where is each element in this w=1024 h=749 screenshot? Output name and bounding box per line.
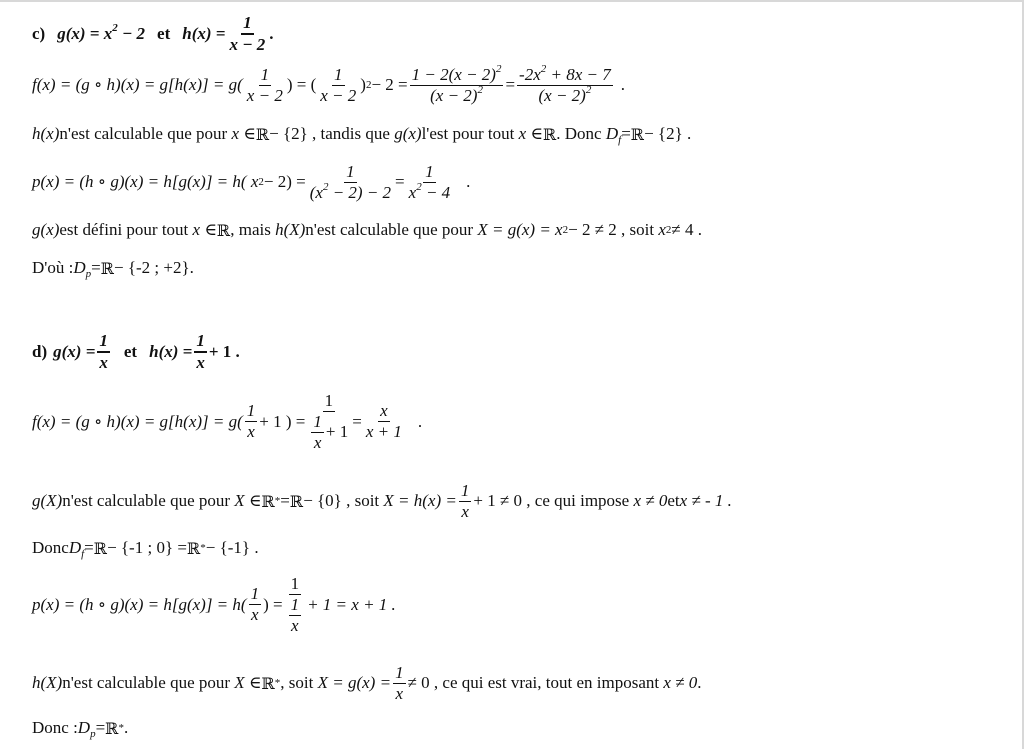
d-p-inner-fraction: $\frac{1}{x}$ bbox=[250, 584, 260, 625]
c-f-mid: ) = ( bbox=[286, 75, 317, 95]
d-p-composition-line: p(x) = (h ∘ g)(x) = h[g(x)] = h( $\frac{1}{x}$ ) = $\frac{1}{\frac{1}{x}}$ + 1 = x + 1 . bbox=[32, 574, 396, 635]
c-f-inner-fraction: $\frac{1}{x - 2}$ bbox=[246, 65, 283, 105]
c-f-mid-fraction: $\frac{1}{x - 2}$ bbox=[320, 65, 357, 105]
c-f-result-fraction: $\frac{-2x^2 + 8x - 7}{(x - 2)^2}$ bbox=[519, 63, 611, 105]
c-p-fraction-1: $\frac{1}{(x^2 - 2) - 2}$ bbox=[309, 162, 392, 202]
d-domain-f-line: g(X) n'est calculable que pour X ∈ ℝ * = ℝ − {0} , soit X = h(x) = $\frac{1}{x}$ + 1 ≠ 0 , ce qui impose x ≠ 0 et x ≠ - 1 . bbox=[32, 481, 732, 521]
d-g-fraction: $\frac{1}{x}$ bbox=[99, 331, 108, 372]
d-domain-Dp: $D_p$ bbox=[77, 718, 96, 740]
reals-symbol: ℝ bbox=[93, 538, 108, 558]
reals-symbol: ℝ bbox=[261, 673, 275, 693]
c-p-composition-line: p(x) = (h ∘ g)(x) = h[g(x)] = h( x 2 − 2) = $\frac{1}{(x^2 - 2) - 2}$ = $\frac{1}{x^2 - 4}$ . bbox=[32, 162, 471, 202]
c-p-fraction-2: $\frac{1}{x^2 - 4}$ bbox=[408, 162, 451, 202]
c-g-definition: $g(x) = x^2 - 2$ bbox=[57, 21, 146, 43]
top-border bbox=[0, 0, 1024, 2]
reals-symbol: ℝ bbox=[105, 718, 119, 738]
c-f-lhs: f(x) = (g ∘ h)(x) = g[h(x)] = g( bbox=[32, 75, 243, 95]
c-domain-Df: $D_f$ bbox=[605, 124, 622, 146]
c-f-expanded-fraction: $\frac{1 - 2(x - 2)^2}{(x - 2)^2}$ bbox=[411, 63, 502, 105]
d-domain-p-result: Donc : $D_p$ = ℝ * . bbox=[32, 718, 129, 740]
reals-symbol: ℝ bbox=[100, 258, 114, 278]
c-domain-f-line: h(x) n'est calculable que pour x ∈ ℝ − {2} , tandis que g(x) l'est pour tout x ∈ ℝ . Donc $D_f$ = ℝ − {2} . bbox=[32, 124, 692, 146]
c-f-end: . bbox=[620, 75, 626, 95]
c-header-dot: . bbox=[269, 23, 274, 43]
d-domain-p-line: h(X) n'est calculable que pour X ∈ ℝ * , soit X = g(x) = $\frac{1}{x}$ ≠ 0 , ce qui est vrai, tout en imposant x ≠ 0 . bbox=[32, 663, 702, 703]
c-h-fraction: $\frac{1}{x - 2}$ bbox=[229, 13, 266, 54]
reals-symbol: ℝ bbox=[255, 124, 270, 144]
reals-symbol: ℝ bbox=[261, 491, 275, 511]
d-f-inner-fraction: $\frac{1}{x}$ bbox=[246, 401, 256, 442]
c-f-after: ) bbox=[360, 75, 366, 95]
c-domain-p-result: D'où : $D_p$ = ℝ − {-2 ; +2}. bbox=[32, 258, 194, 280]
section-c-label: c) bbox=[32, 23, 46, 43]
c-domain-p-line: g(x) est défini pour tout x ∈ ℝ , mais h(X) n'est calculable que pour X = g(x) = x 2 − 2 ≠ 2 , soit x 2 ≠ 4 . bbox=[32, 220, 702, 240]
d-domain-Df: $D_f$ bbox=[68, 538, 85, 560]
d-h-fraction: $\frac{1}{x}$ bbox=[196, 331, 205, 372]
d-f-composition-line: f(x) = (g ∘ h)(x) = g[h(x)] = g( $\frac{1}{x}$ + 1 ) = 1 $\frac{1}{x}$ + 1 = $\frac{x}{x + 1}$ . bbox=[32, 391, 423, 452]
c-h-lhs: h(x) = bbox=[182, 23, 226, 43]
d-domain-f-result: Donc $D_f$ = ℝ − {-1 ; 0} = ℝ * − {-1} . bbox=[32, 538, 259, 560]
reals-symbol: ℝ bbox=[289, 491, 304, 511]
c-f-after2: − 2 = bbox=[371, 75, 408, 95]
d-f-compound-fraction: 1 $\frac{1}{x}$ + 1 bbox=[313, 391, 349, 452]
d-g-value-fraction: $\frac{1}{x}$ bbox=[395, 663, 404, 703]
d-f-result-fraction: $\frac{x}{x + 1}$ bbox=[365, 401, 402, 442]
reals-symbol: ℝ bbox=[216, 220, 231, 240]
c-et: et bbox=[157, 23, 171, 43]
reals-symbol: ℝ bbox=[542, 124, 557, 144]
d-h-value-fraction: $\frac{1}{x}$ bbox=[460, 481, 470, 521]
reals-symbol: ℝ bbox=[186, 538, 201, 558]
section-d-label: d) bbox=[32, 341, 48, 361]
c-f-equals: = bbox=[505, 75, 516, 95]
d-p-compound-fraction: $\frac{1}{\frac{1}{x}}$ bbox=[290, 574, 300, 635]
section-d-header: d) g(x) = $\frac{1}{x}$ et h(x) = $\frac{1}{x}$ + 1 . bbox=[32, 331, 240, 372]
c-domain-Dp: $D_p$ bbox=[73, 258, 92, 280]
c-f-composition-line: f(x) = (g ∘ h)(x) = g[h(x)] = g( $\frac{1}{x - 2}$ ) = ( $\frac{1}{x - 2}$ ) 2 − 2 = $\frac{1 - 2(x - 2)^2}{(x - 2)^2}$ = $\frac{-2x^2 + 8x - 7}{(x - 2)^2}$ . bbox=[32, 63, 626, 105]
section-c-header bbox=[32, 14, 274, 54]
reals-symbol: ℝ bbox=[630, 124, 645, 144]
